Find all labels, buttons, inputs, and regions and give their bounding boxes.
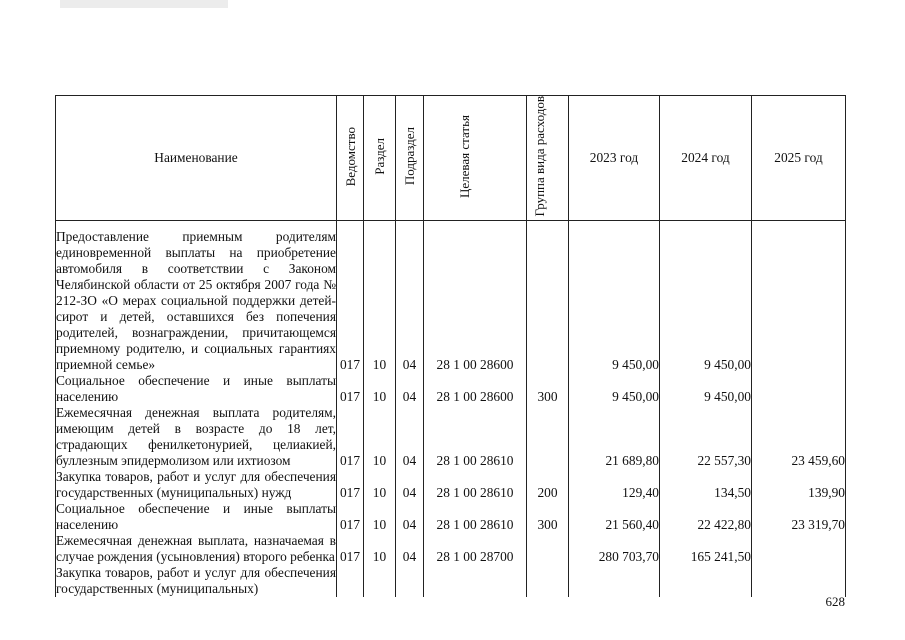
row-podrazdel: 04 [396, 373, 424, 405]
header-razdel: Раздел [364, 96, 396, 221]
row-2024: 9 450,00 [660, 373, 752, 405]
row-group [527, 533, 569, 565]
row-razdel: 10 [364, 533, 396, 565]
row-group [527, 565, 569, 597]
row-razdel: 10 [364, 469, 396, 501]
row-2025: 139,90 [752, 469, 846, 501]
header-target: Целевая статья [424, 96, 527, 221]
table-row [56, 469, 846, 501]
row-2023 [569, 565, 660, 597]
row-vedomstvo: 017 [337, 373, 364, 405]
header-2025: 2025 год [752, 96, 846, 221]
row-2025 [752, 565, 846, 597]
row-target: 28 1 00 28610 [424, 405, 527, 469]
header-podrazdel: Подраздел [396, 96, 424, 221]
row-podrazdel [396, 565, 424, 597]
row-2023: 9 450,00 [569, 373, 660, 405]
table-header-row [56, 96, 846, 221]
scan-artifact [60, 0, 228, 8]
row-vedomstvo [337, 565, 364, 597]
budget-table [55, 95, 846, 597]
row-group [527, 405, 569, 469]
row-group [527, 229, 569, 373]
row-2025 [752, 229, 846, 373]
row-razdel: 10 [364, 501, 396, 533]
header-name: Наименование [56, 96, 337, 221]
page-number: 628 [825, 594, 845, 609]
row-razdel: 10 [364, 405, 396, 469]
row-target: 28 1 00 28600 [424, 229, 527, 373]
row-vedomstvo: 017 [337, 405, 364, 469]
row-group: 300 [527, 373, 569, 405]
row-2024: 22 422,80 [660, 501, 752, 533]
row-2025: 23 319,70 [752, 501, 846, 533]
table-row [56, 501, 846, 533]
row-razdel: 10 [364, 373, 396, 405]
row-vedomstvo: 017 [337, 229, 364, 373]
row-vedomstvo: 017 [337, 469, 364, 501]
table-row [56, 373, 846, 405]
row-2023: 21 689,80 [569, 405, 660, 469]
row-2024 [660, 565, 752, 597]
header-vedomstvo: Ведомство [337, 96, 364, 221]
row-name: Закупка товаров, работ и услуг для обеспечения государственных (муниципальных) нужд [56, 469, 336, 501]
row-group: 300 [527, 501, 569, 533]
row-podrazdel: 04 [396, 533, 424, 565]
row-2024: 134,50 [660, 469, 752, 501]
table-row [56, 405, 846, 469]
row-name: Социальное обеспечение и иные выплаты населению [56, 373, 336, 405]
header-2023: 2023 год [569, 96, 660, 221]
row-2025: 23 459,60 [752, 405, 846, 469]
row-podrazdel: 04 [396, 229, 424, 373]
table-top-spacer [56, 221, 846, 230]
table-row [56, 533, 846, 565]
row-2025 [752, 533, 846, 565]
row-target: 28 1 00 28700 [424, 533, 527, 565]
row-2025 [752, 373, 846, 405]
row-2023: 129,40 [569, 469, 660, 501]
row-name: Ежемесячная денежная выплата, назначаемая в случае рождения (усыновления) второго ребенка [56, 533, 336, 565]
row-name: Ежемесячная денежная выплата родителям, имеющим детей в возрасте до 18 лет, страдающих фенилкетонурией, целиакией, буллезным эпидермолизом или ихтиозом [56, 405, 336, 469]
header-group: Группа вида расходов [527, 96, 569, 221]
header-2024: 2024 год [660, 96, 752, 221]
row-podrazdel: 04 [396, 501, 424, 533]
row-2023: 9 450,00 [569, 229, 660, 373]
row-name: Предоставление приемным родителям единовременной выплаты на приобретение автомобиля в соответствии с Законом Челябинской области от 25 октября 2007 года № 212-ЗО «О мерах социальной поддержки детей-сирот и детей, оставшихся без попечения родителей, вознаграждении, причитающемся приемному родителю, и социальных гарантиях приемной семье» [56, 229, 336, 373]
row-2023: 280 703,70 [569, 533, 660, 565]
row-group: 200 [527, 469, 569, 501]
row-name: Закупка товаров, работ и услуг для обеспечения государственных (муниципальных) [56, 565, 336, 597]
row-razdel [364, 565, 396, 597]
row-target: 28 1 00 28610 [424, 469, 527, 501]
row-podrazdel: 04 [396, 405, 424, 469]
row-vedomstvo: 017 [337, 533, 364, 565]
row-target [424, 565, 527, 597]
row-name: Социальное обеспечение и иные выплаты населению [56, 501, 336, 533]
table-row [56, 229, 846, 373]
row-vedomstvo: 017 [337, 501, 364, 533]
row-2024: 22 557,30 [660, 405, 752, 469]
row-target: 28 1 00 28600 [424, 373, 527, 405]
table-row [56, 565, 846, 597]
row-2024: 9 450,00 [660, 229, 752, 373]
row-target: 28 1 00 28610 [424, 501, 527, 533]
row-2023: 21 560,40 [569, 501, 660, 533]
row-podrazdel: 04 [396, 469, 424, 501]
row-razdel: 10 [364, 229, 396, 373]
row-2024: 165 241,50 [660, 533, 752, 565]
